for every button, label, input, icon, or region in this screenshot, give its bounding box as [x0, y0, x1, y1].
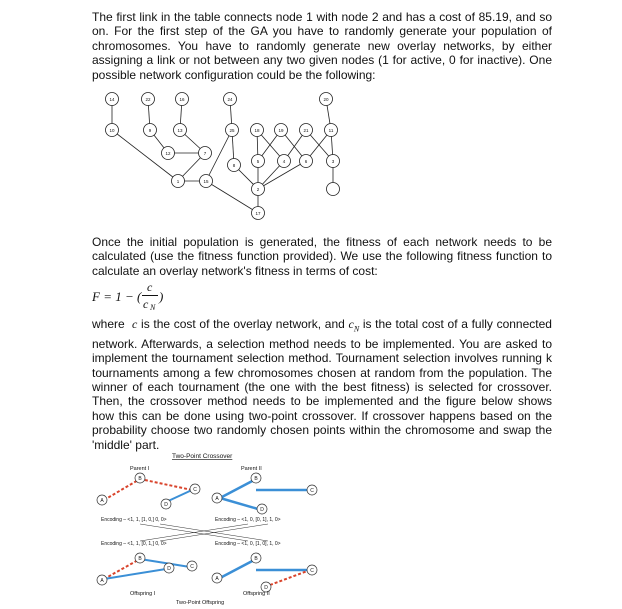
node-label-c: C [310, 488, 314, 494]
node-label: 16 [179, 97, 185, 102]
node-label-d: D [260, 507, 264, 513]
node-label: 11 [328, 128, 334, 133]
node-label: 17 [255, 211, 261, 216]
node-label: 12 [165, 151, 171, 156]
parent2-label: Parent II [241, 466, 262, 472]
node-label-d: D [164, 502, 168, 508]
node-label-b: B [254, 556, 258, 562]
node-label: 20 [323, 97, 329, 102]
paragraph-selection [92, 317, 552, 452]
node-label-d: D [167, 566, 171, 572]
node-label: 10 [109, 128, 115, 133]
p3-rest: is the total cost of a fully connected network. Afterwards, a selection method needs to be implemented. You are asked to implement the tournament selection method. Tournament selection involves running k tournaments among a few chromosomes chosen at random from the population. The winner of each tournament (the one with the best fitness) is selected for crossover. Then, the crossover method needs to be implemented and the figure below shows how this can be done using two-point crossover. If crossover happens based on the probability choose two randomly chosen points within the chromosome and swap the 'middle' part. [92, 317, 552, 452]
network-diagram [0, 0, 622, 230]
paragraph-intro: The first link in the table connects node 1 with node 2 and has a cost of 85.19, and so on. For the first step of the GA you have to randomly generate your population of chromosomes. You have to randomly generate new overlay networks, by either assigning a link or not between any two given nodes (1 for active, 0 for inactive). One possible network configuration could be the following: [92, 10, 552, 82]
formula-numerator: c [147, 280, 153, 294]
var-c: c [132, 317, 138, 331]
var-cn-c: c [348, 317, 354, 331]
var-cn [348, 317, 360, 334]
p3-start: where [92, 317, 125, 331]
offspring2-label: Offspring II [243, 591, 270, 597]
node-label-c: C [190, 564, 194, 570]
crossover-title: Two-Point Crossover [172, 453, 233, 460]
node-label: 14 [109, 97, 115, 102]
parent1-label: Parent I [130, 466, 150, 472]
node-label: 18 [254, 128, 260, 133]
node-label-a: A [100, 578, 104, 584]
node-label-b: B [254, 476, 258, 482]
node-label-a: A [215, 496, 219, 502]
crossover-diagram [0, 449, 622, 609]
node-label: 7 [203, 151, 207, 156]
node-label: 2 [256, 187, 260, 192]
encoding-parent1: Encoding – <1, 1, [1, 0,] 0, 0> [101, 517, 167, 523]
node-label: 3 [331, 159, 335, 164]
fraction-bar [142, 295, 158, 296]
node-label: 25 [229, 128, 235, 133]
node-label: 1 [176, 179, 180, 184]
node-label-a: A [100, 498, 104, 504]
formula-lhs: F = 1 − ( [92, 289, 142, 304]
formula-denominator: c [143, 297, 149, 311]
node-label: 4 [282, 159, 286, 164]
encoding-offspring1: Encoding – <1, 1, [0, 1,] 0, 0> [101, 541, 167, 547]
node-label-a: A [215, 576, 219, 582]
node-label: 6 [304, 159, 308, 164]
formula-denominator-sub: N [150, 303, 156, 312]
network-node [327, 183, 340, 196]
var-cn-sub: N [353, 324, 360, 334]
node-label: 24 [227, 97, 233, 102]
node-label-b: B [138, 476, 142, 482]
node-label-c: C [310, 568, 314, 574]
offspring1-label: Offspring I [130, 591, 156, 597]
node-label: 13 [177, 128, 183, 133]
node-label: 5 [256, 159, 260, 164]
formula-close: ) [159, 289, 164, 304]
encoding-parent2: Encoding – <1, 0, [0, 1], 1, 0> [215, 517, 281, 523]
encoding-offspring2: Encoding – <1, 0, [1, 0], 1, 0> [215, 541, 281, 547]
node-label-d: D [264, 585, 268, 591]
node-label: 9 [148, 128, 152, 133]
node-label: 22 [145, 97, 151, 102]
p3-mid: is the cost of the overlay network, and [141, 317, 345, 331]
fitness-formula [92, 278, 212, 314]
node-label: 15 [203, 179, 209, 184]
node-label: 8 [232, 163, 236, 168]
crossover-caption: Two-Point Offspring [176, 600, 225, 606]
node-label: 21 [303, 128, 309, 133]
node-label: 19 [278, 128, 284, 133]
node-label-c: C [193, 487, 197, 493]
node-label-b: B [138, 556, 142, 562]
paragraph-fitness: Once the initial population is generated, the fitness of each network needs to be calculated (use the fitness function provided). We use the following fitness function to calculate an overlay network's fitness in terms of cost: [92, 235, 552, 278]
